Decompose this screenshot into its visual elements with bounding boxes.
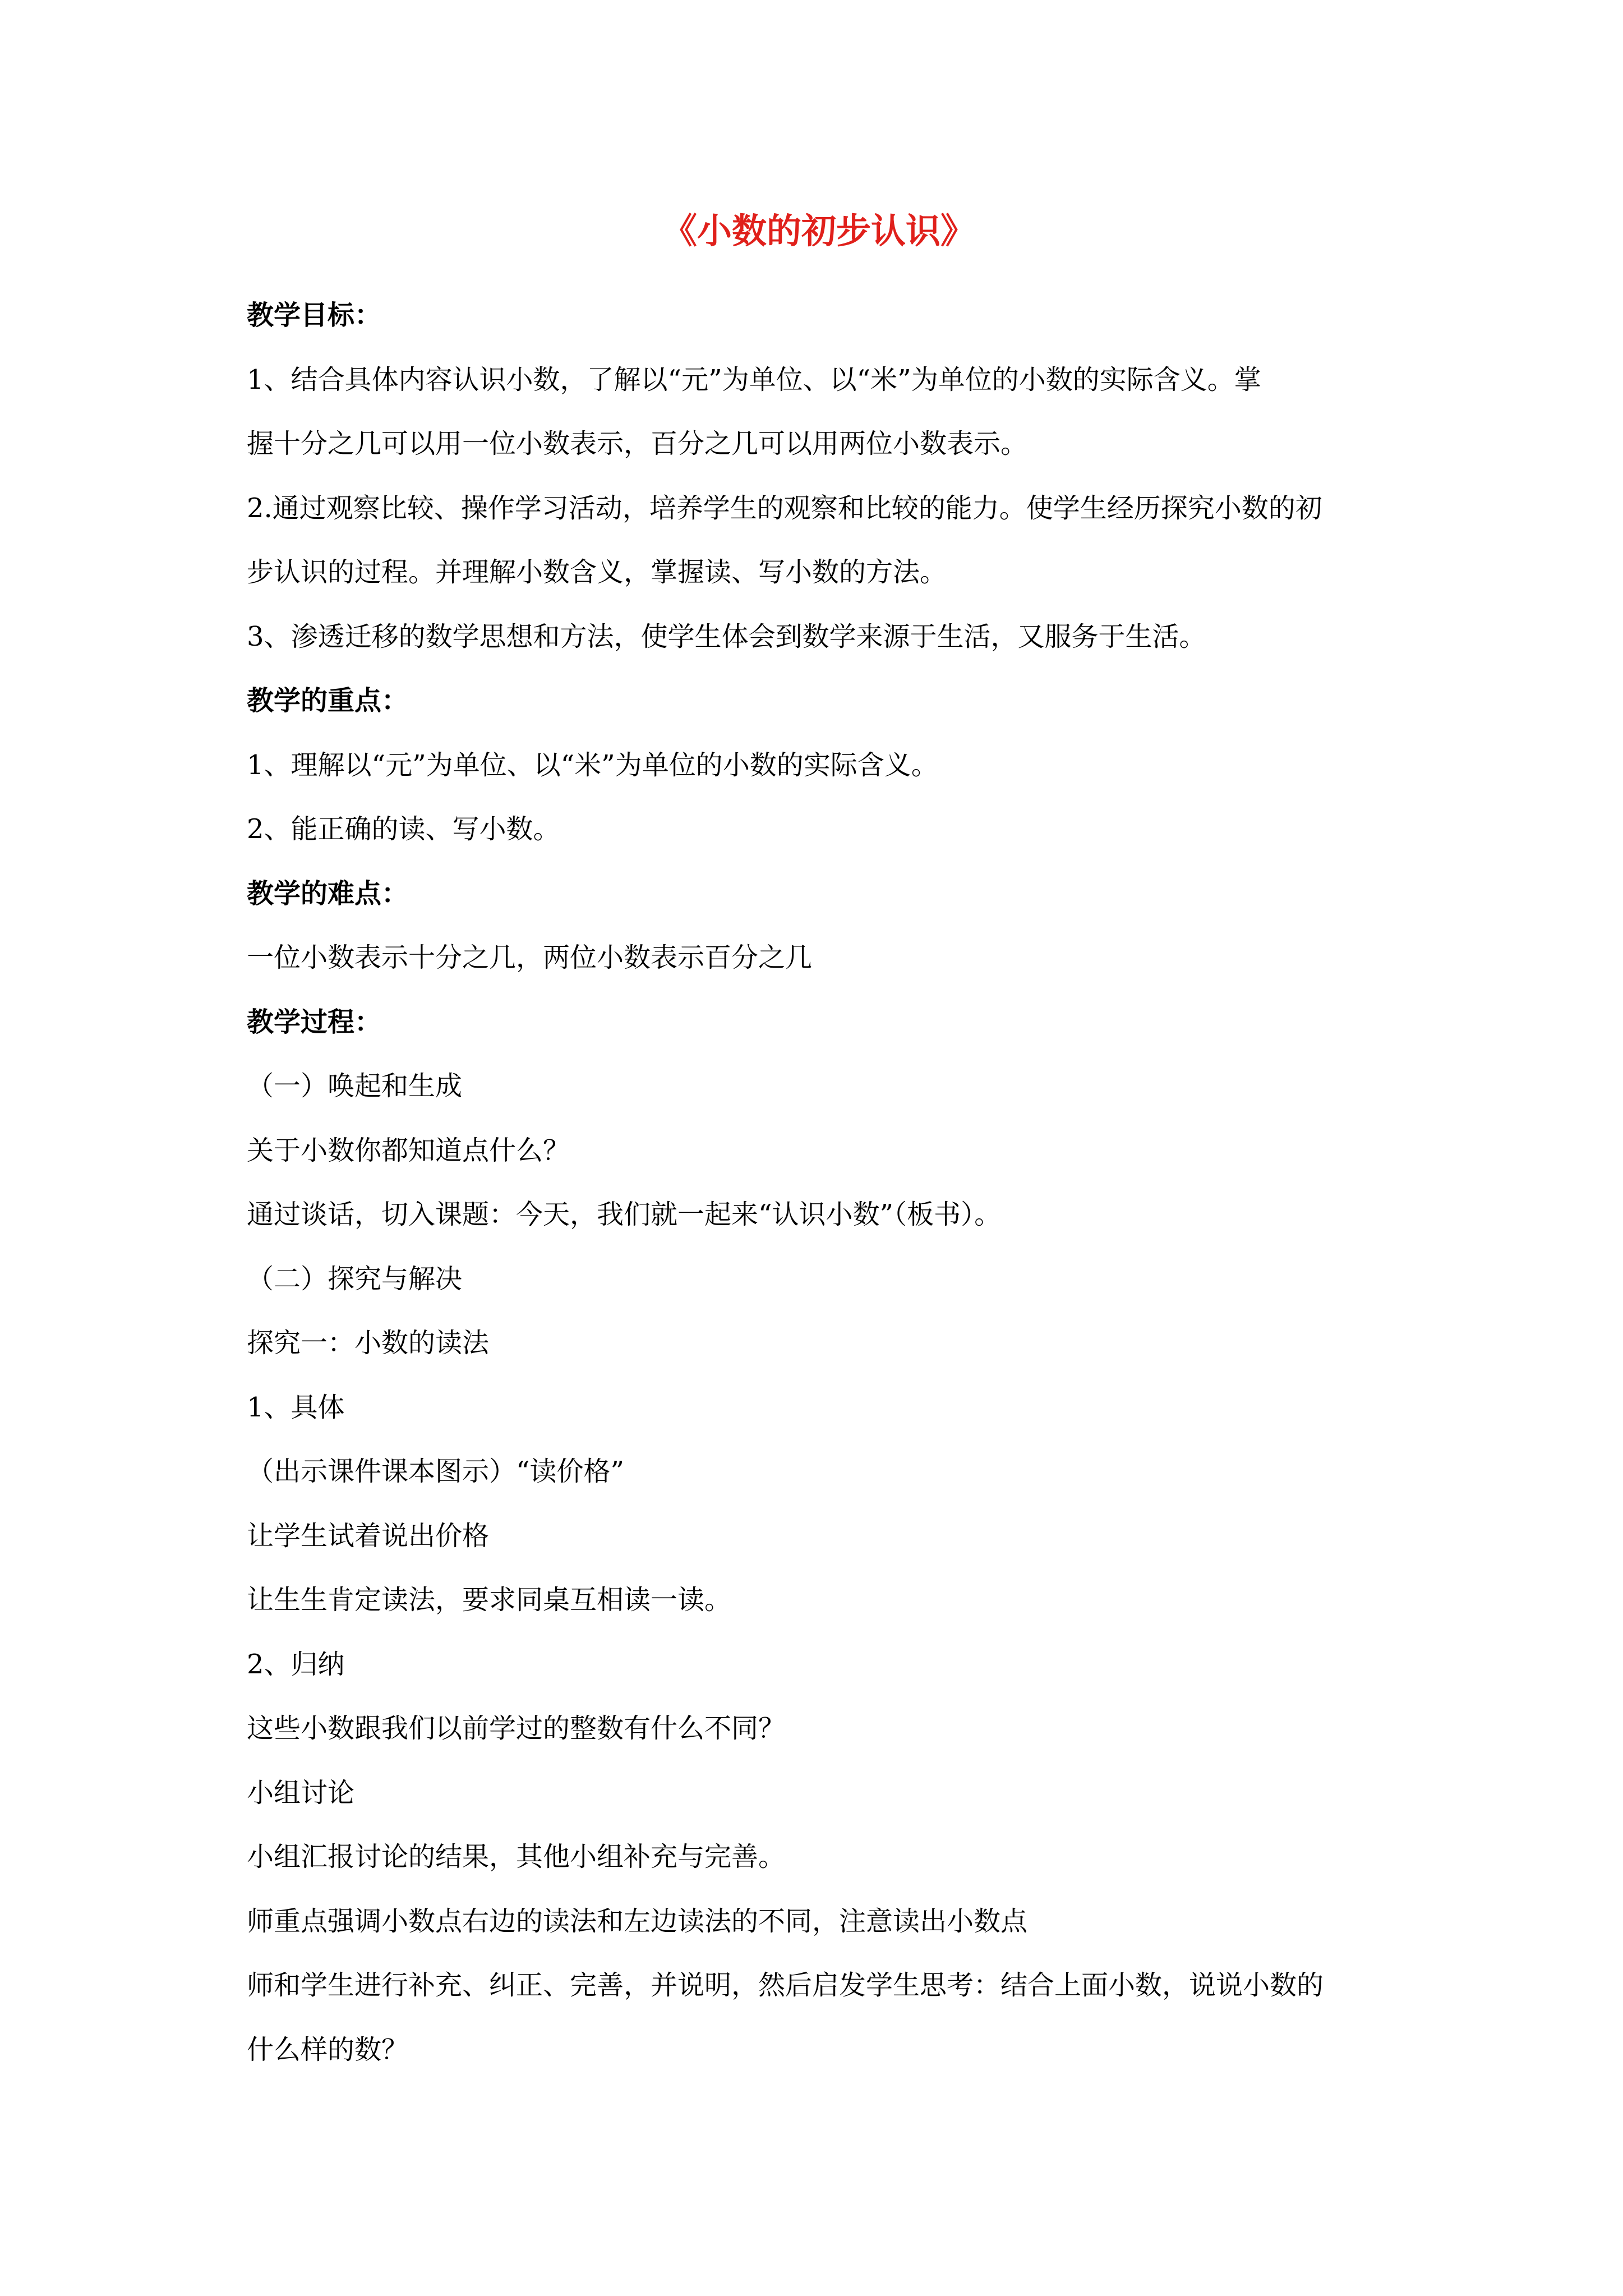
paragraph-line: 让学生试着说出价格 <box>247 1520 490 1552</box>
paragraph-line: 2、归纳 <box>247 1649 345 1680</box>
paragraph-line: 什么样的数？ <box>247 2034 409 2065</box>
paragraph-line: （一）唤起和生成 <box>247 1070 463 1102</box>
paragraph-line: 握十分之几可以用一位小数表示，百分之几可以用两位小数表示。 <box>247 428 1028 459</box>
section-heading: 教学过程： <box>247 1006 382 1038</box>
paragraph-line: （出示课件课本图示）“读价格” <box>247 1456 625 1487</box>
section-heading: 教学目标： <box>247 300 382 331</box>
paragraph-line: 探究一：小数的读法 <box>247 1327 490 1359</box>
paragraph-line: 让生生肯定读法，要求同桌互相读一读。 <box>247 1584 732 1616</box>
section-heading: 教学的难点： <box>247 878 409 909</box>
paragraph-line: 关于小数你都知道点什么？ <box>247 1135 570 1166</box>
paragraph-line: 1、结合具体内容认识小数，了解以“元”为单位、以“米”为单位的小数的实际含义。掌 <box>247 364 1261 395</box>
paragraph-line: 1、理解以“元”为单位、以“米”为单位的小数的实际含义。 <box>247 749 938 781</box>
paragraph-line: 2.通过观察比较、操作学习活动，培养学生的观察和比较的能力。使学生经历探究小数的初 <box>247 493 1322 524</box>
section-heading: 教学的重点： <box>247 685 409 716</box>
paragraph-line: 小组讨论 <box>247 1777 355 1809</box>
paragraph-line: 1、具体 <box>247 1392 345 1423</box>
paragraph-line: 师重点强调小数点右边的读法和左边读法的不同，注意读出小数点 <box>247 1906 1028 1937</box>
paragraph-line: 步认识的过程。并理解小数含义，掌握读、写小数的方法。 <box>247 556 947 588</box>
paragraph-line: 3、渗透迁移的数学思想和方法，使学生体会到数学来源于生活，又服务于生活。 <box>247 621 1206 652</box>
paragraph-line: （二）探究与解决 <box>247 1263 463 1295</box>
document-title: 《小数的初步认识》 <box>662 210 975 251</box>
paragraph-line: 2、能正确的读、写小数。 <box>247 813 560 845</box>
paragraph-line: 一位小数表示十分之几，两位小数表示百分之几 <box>247 942 813 973</box>
paragraph-line: 师和学生进行补充、纠正、完善，并说明，然后启发学生思考：结合上面小数，说说小数的 <box>247 1970 1324 2001</box>
paragraph-line: 小组汇报讨论的结果，其他小组补充与完善。 <box>247 1841 786 1872</box>
paragraph-line: 这些小数跟我们以前学过的整数有什么不同？ <box>247 1713 786 1744</box>
paragraph-line: 通过谈话，切入课题：今天，我们就一起来“认识小数”（板书）。 <box>247 1199 1002 1230</box>
